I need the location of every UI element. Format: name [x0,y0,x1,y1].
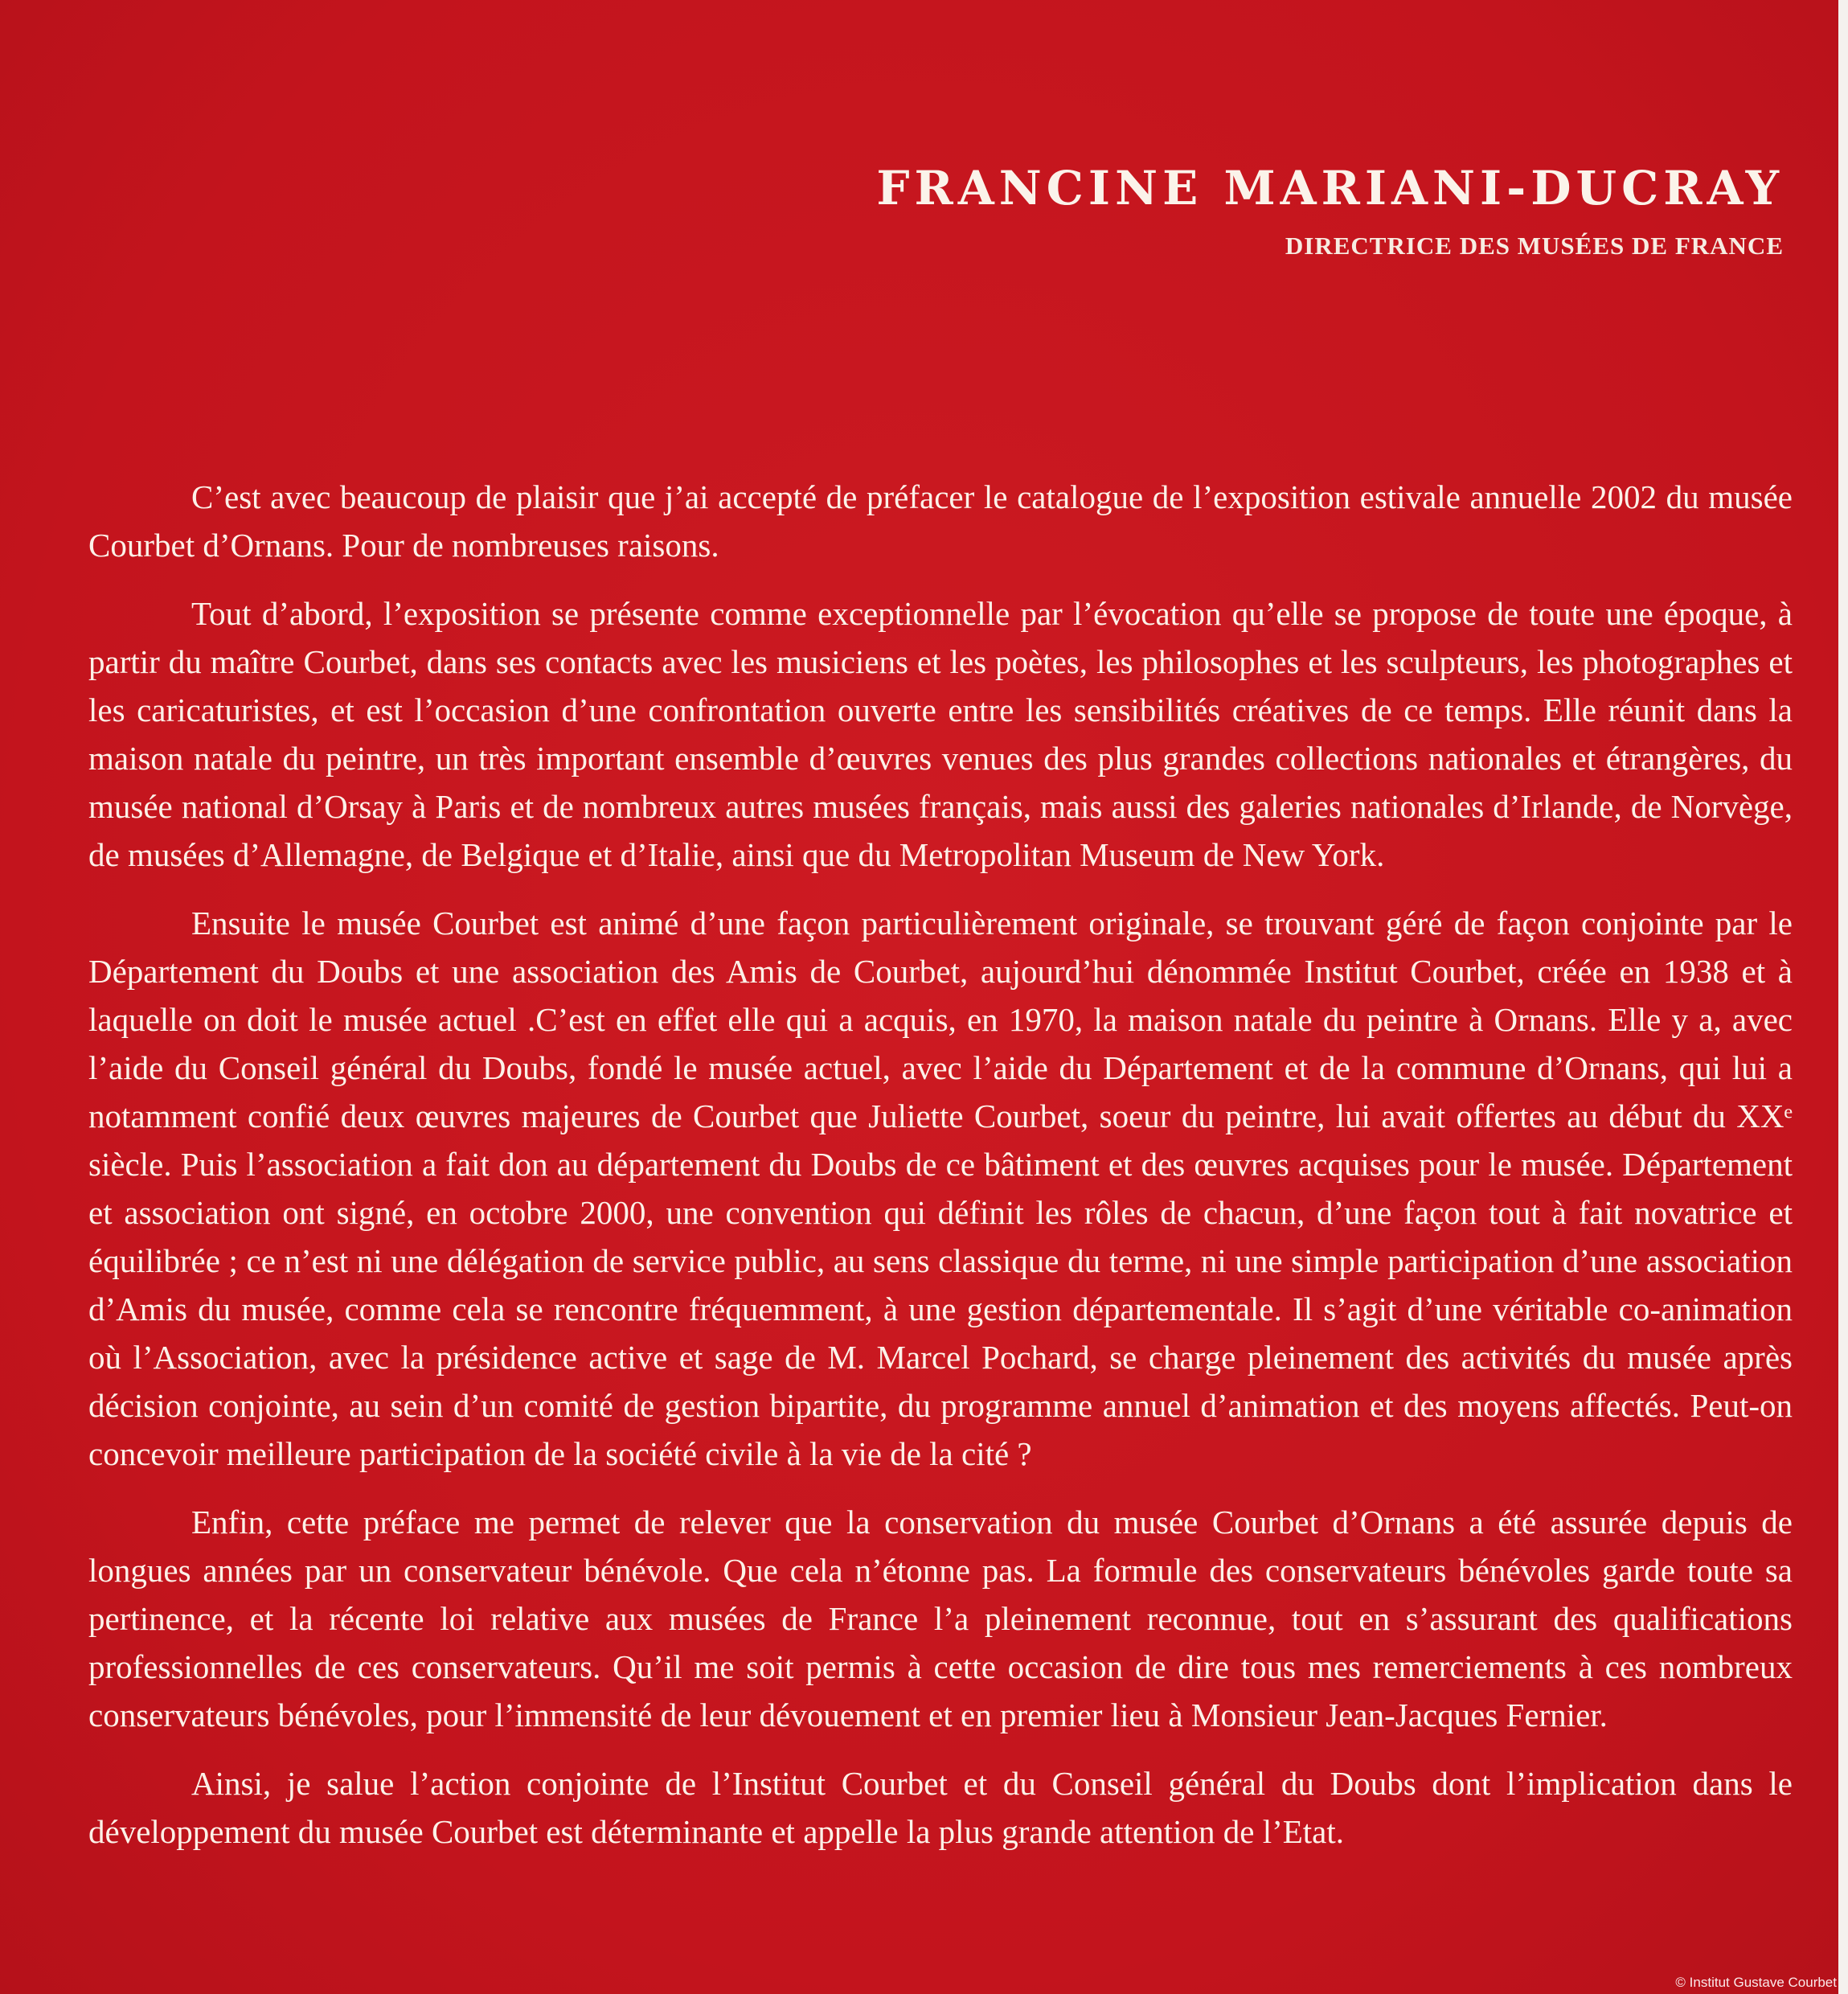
paragraph: C’est avec beaucoup de plaisir que j’ai accepté de préfacer le catalogue de l’exposition estivale annuelle 2002 du musée Courbet d’Ornans. Pour de nombreuses raisons. [88,478,1793,564]
paragraph: Ainsi, je salue l’action conjointe de l’Institut Courbet et du Conseil général du Doubs dont l’implication dans le développement du musée Courbet est déterminante et appelle la plus grande attention de l’Etat. [88,1765,1793,1850]
paragraph: Enfin, cette préface me permet de relever que la conservation du musée Courbet d’Ornans a été assurée depuis de longues années par un conservateur bénévole. Que cela n’étonne pas. La formule des conservateurs bénévoles garde toute sa pertinence, et la récente loi relative aux musées de France l’a pleinement reconnue, tout en s’assurant des qualifications professionnelles de ces conservateurs. Qu’il me soit permis à cette occasion de dire tous mes remerciements à ces nombreux conservateurs bénévoles, pour l’immensité de leur dévouement et en premier lieu à Monsieur Jean-Jacques Fernier. [88,1504,1793,1733]
copyright-credit: © Institut Gustave Courbet [1675,1975,1837,1990]
paragraph: Tout d’abord, l’exposition se présente comme exceptionnelle par l’évocation qu’elle se propose de toute une époque, à partir du maître Courbet, dans ses contacts avec les musiciens et les poètes, les philosophes et les sculpteurs, les photographes et les caricaturistes, et est l’occasion d’une confrontation ouverte entre les sensibilités créatives de ce temps. Elle réunit dans la maison natale du peintre, un très important ensemble d’œuvres venues des plus grandes collections nationales et étrangères, du musée national d’Orsay à Paris et de nombreux autres musées français, mais aussi des galeries nationales d’Irlande, de Norvège, de musées d’Allemagne, de Belgique et d’Italie, ainsi que du Metropolitan Museum de New York. [88,595,1793,873]
preface-text [88,473,1793,1876]
paragraph: Ensuite le musée Courbet est animé d’une façon particulièrement originale, se trouvant géré de façon conjointe par le Département du Doubs et une association des Amis de Courbet, aujourd’hui dénommée Institut Courbet, créée en 1938 et à laquelle on doit le musée actuel .C’est en effet elle qui a acquis, en 1970, la maison natale du peintre à Ornans. Elle y a, avec l’aide du Conseil général du Doubs, fondé le musée actuel, avec l’aide du Département et de la commune d’Ornans, qui lui a notamment confié deux œuvres majeures de Courbet que Juliette Courbet, soeur du peintre, lui avait offertes au début du XXᵉ siècle. Puis l’association a fait don au département du Doubs de ce bâtiment et des œuvres acquises pour le musée. Département et association ont signé, en octobre 2000, une convention qui définit les rôles de chacun, d’une façon tout à fait novatrice et équilibrée ; ce n’est ni une délégation de service public, au sens classique du terme, ni une simple participation d’une association d’Amis du musée, comme cela se rencontre fréquemment, à une gestion départementale. Il s’agit d’une véritable co-animation où l’Association, avec la présidence active et sage de M. Marcel Pochard, se charge pleinement des activités du musée après décision conjointe, au sein d’un comité de gestion bipartite, du programme annuel d’animation et des moyens affectés. Peut-on concevoir meilleure participation de la société civile à la vie de la cité ? [88,905,1793,1472]
page-edge [1838,0,1848,1994]
author-name: FRANCINE MARIANI-DUCRAY [876,161,1784,215]
author-header [876,161,1784,261]
author-role: DIRECTRICE DES MUSÉES DE FRANCE [1285,232,1784,260]
